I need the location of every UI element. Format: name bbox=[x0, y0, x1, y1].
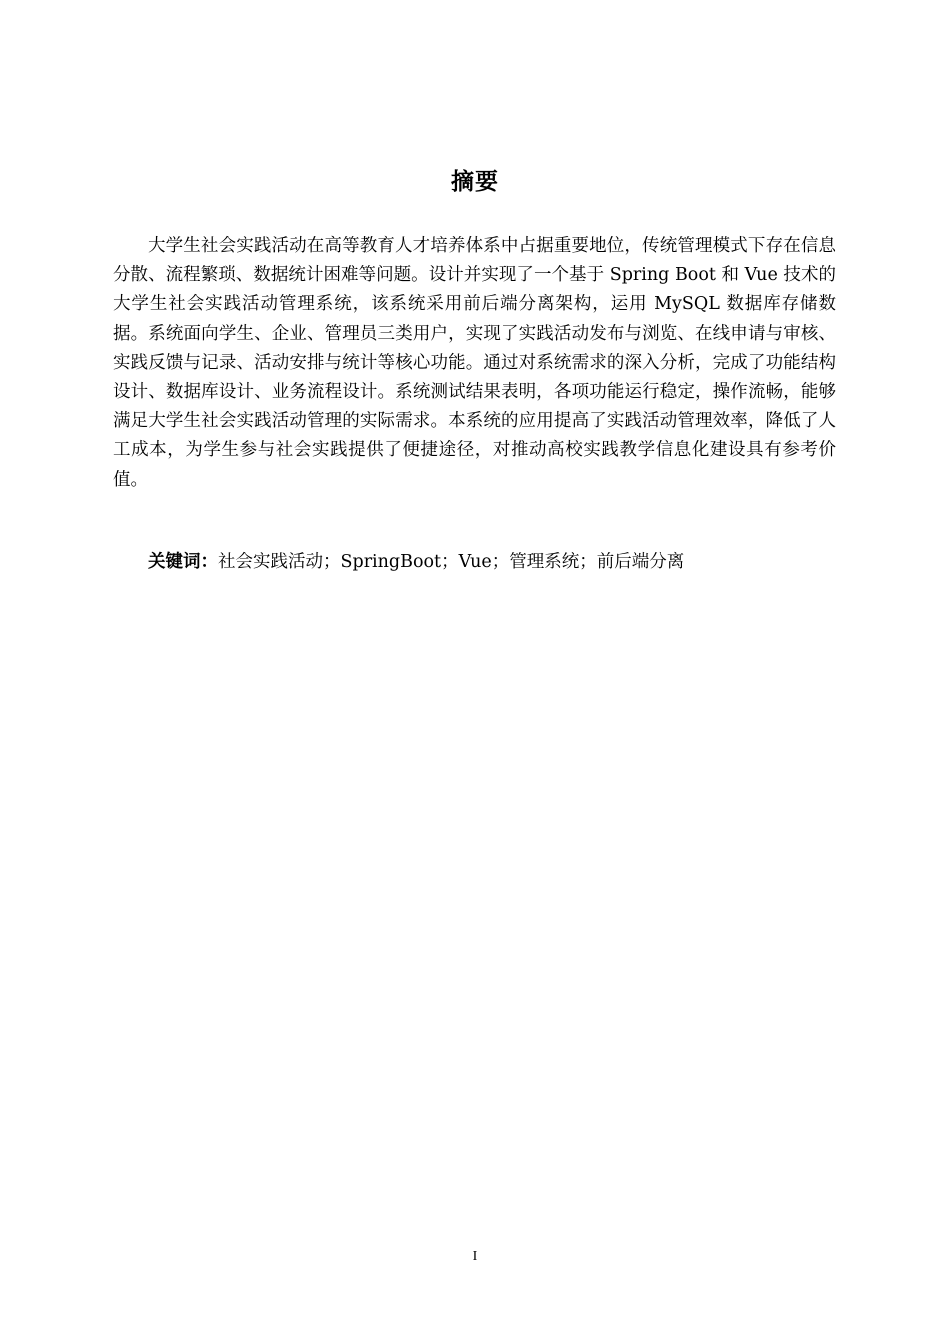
keywords-line bbox=[148, 548, 848, 577]
keywords-text: 社会实践活动；SpringBoot；Vue；管理系统；前后端分离 bbox=[218, 552, 685, 572]
abstract-paragraph: 大学生社会实践活动在高等教育人才培养体系中占据重要地位，传统管理模式下存在信息分散、流程繁琐、数据统计困难等问题。设计并实现了一个基于 Spring Boot 和 Vue 技术的大学生社会实践活动管理系统，该系统采用前后端分离架构，运用 MySQL 数据库存储数据。系统面向学生、企业、管理员三类用户，实现了实践活动发布与浏览、在线申请与审核、实践反馈与记录、活动安排与统计等核心功能。通过对系统需求的深入分析，完成了功能结构设计、数据库设计、业务流程设计。系统测试结果表明，各项功能运行稳定，操作流畅，能够满足大学生社会实践活动管理的实际需求。本系统的应用提高了实践活动管理效率，降低了人工成本，为学生参与社会实践提供了便捷途径，对推动高校实践教学信息化建设具有参考价值。 bbox=[113, 236, 836, 490]
page-title: 摘要 bbox=[451, 169, 499, 195]
page-number: I bbox=[472, 1249, 478, 1264]
keywords-label: 关键词： bbox=[148, 552, 218, 572]
